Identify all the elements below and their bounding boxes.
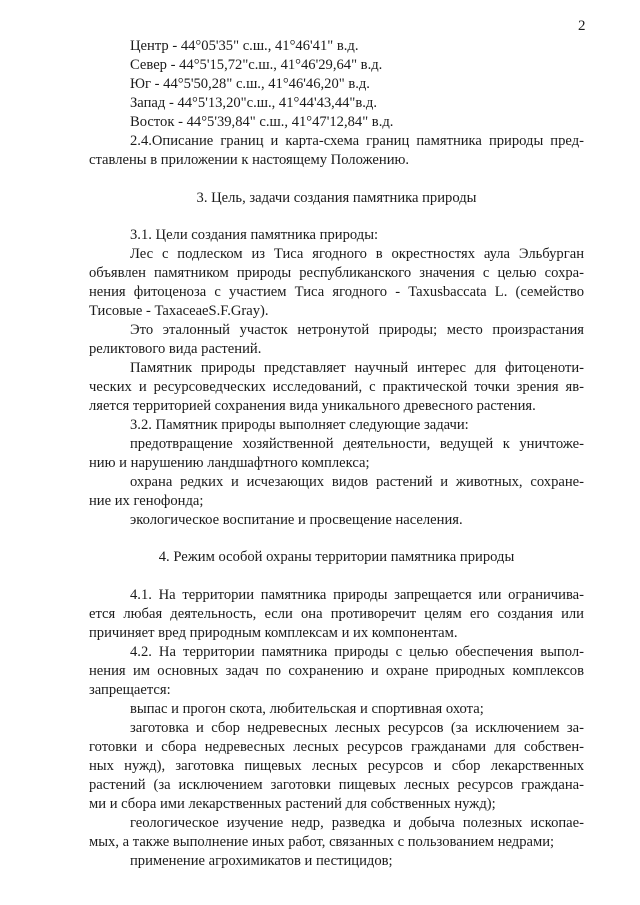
coord-west: Запад - 44°5'13,20"с.ш., 41°44'43,44"в.д. (130, 95, 377, 111)
prohibition-item: растений (за исключением заготовки пищевых лесных ресурсов граждана- (89, 777, 584, 793)
task-item: нию и нарушению ландшафтного комплекса; (89, 455, 370, 471)
subsection-3-2-heading: 3.2. Памятник природы выполняет следующие задачи: (130, 417, 469, 433)
prohibition-item: геологическое изучение недр, разведка и добыча полезных ископае- (130, 815, 584, 831)
paragraph-4-1: причиняет вред природным комплексам и их компонентам. (89, 625, 458, 641)
paragraph-4-1: 4.1. На территории памятника природы запрещается или ограничива- (130, 587, 584, 603)
paragraph-2-4: 2.4.Описание границ и карта-схема границ памятника природы пред- (130, 133, 584, 149)
task-item: предотвращение хозяйственной деятельности, ведущей к уничтоже- (130, 436, 584, 452)
task-item: экологическое воспитание и просвещение населения. (130, 512, 463, 528)
task-item: ние их генофонда; (89, 493, 204, 509)
prohibition-item: выпас и прогон скота, любительская и спортивная охота; (130, 701, 484, 717)
section-4-title: 4. Режим особой охраны территории памятника природы (158, 549, 515, 565)
paragraph-4-2: запрещается: (89, 682, 171, 698)
paragraph-2-4-cont: ставлены в приложении к настоящему Положению. (89, 152, 410, 168)
section-3-title: 3. Цель, задачи создания памятника природы (196, 190, 477, 206)
subsection-3-1-heading: 3.1. Цели создания памятника природы: (130, 227, 379, 243)
prohibition-item: готовки и сбора недревесных лесных ресурсов гражданами для собствен- (89, 739, 584, 755)
coord-south: Юг - 44°5'50,28" с.ш., 41°46'46,20" в.д. (130, 76, 370, 92)
prohibition-item: мых, а также выполнение иных работ, связанных с пользованием недрами; (89, 834, 555, 850)
paragraph-4-1: ется любая деятельность, если она противоречит целям его создания или (89, 606, 584, 622)
prohibition-item: ных нужд), заготовка пищевых лесных ресурсов и сбор лекарственных (89, 758, 584, 774)
prohibition-item: заготовка и сбор недревесных лесных ресурсов (за исключением за- (130, 720, 584, 736)
paragraph-3-1-a: Лес с подлеском из Тиса ягодного в окрестностях аула Эльбурган (130, 246, 584, 262)
paragraph-3-1-b: Это эталонный участок нетронутой природы; место произрастания (130, 322, 584, 338)
coord-east: Восток - 44°5'39,84" с.ш., 41°47'12,84" в.д. (130, 114, 394, 130)
coord-north: Север - 44°5'15,72"с.ш., 41°46'29,64" в.д. (130, 57, 383, 73)
paragraph-3-1-a: объявлен памятником природы республиканского значения с целью сохра- (89, 265, 584, 281)
paragraph-3-1-c: ляется территорией сохранения вида уникального древесного растения. (89, 398, 536, 414)
paragraph-3-1-a: Тисовые - TaxaceaeS.F.Gray). (89, 303, 269, 319)
prohibition-item: ми и сбора ими лекарственных растений для собственных нужд); (89, 796, 496, 812)
paragraph-4-2: 4.2. На территории памятника природы с целью обеспечения выпол- (130, 644, 584, 660)
page-number: 2 (578, 18, 586, 34)
paragraph-3-1-c: ческих и ресурсоведческих исследований, с практической точки зрения яв- (89, 379, 584, 395)
paragraph-3-1-a: нения фитоценоза с участием Тиса ягодного - Taxusbaccata L. (семейство (89, 284, 584, 300)
prohibition-item: применение агрохимикатов и пестицидов; (130, 853, 393, 869)
paragraph-3-1-c: Памятник природы представляет научный интерес для фитоценоти- (130, 360, 584, 376)
task-item: охрана редких и исчезающих видов растений и животных, сохране- (130, 474, 584, 490)
coord-center: Центр - 44°05'35" с.ш., 41°46'41" в.д. (130, 38, 359, 54)
paragraph-4-2: нения им основных задач по сохранению и охране природных комплексов (89, 663, 584, 679)
paragraph-3-1-b: реликтового вида растений. (89, 341, 262, 357)
